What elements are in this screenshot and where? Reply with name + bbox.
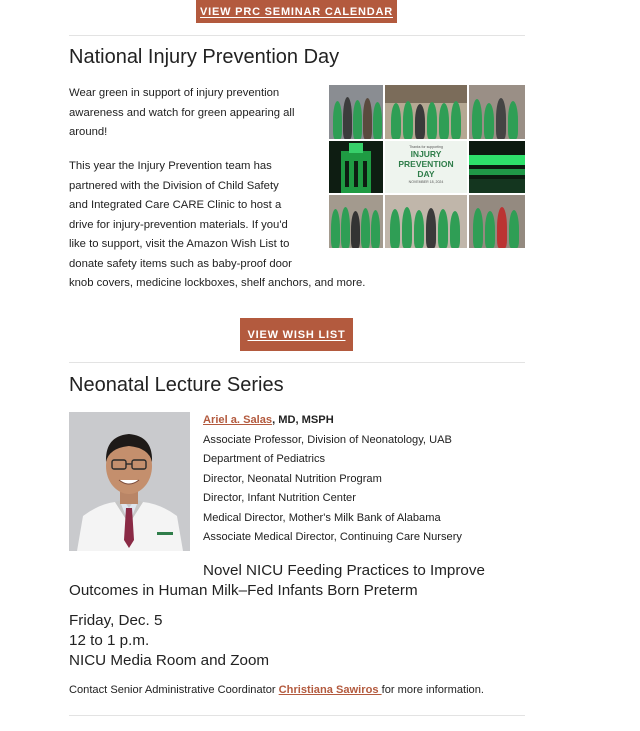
speaker-name-link[interactable]: Ariel a. Salas <box>203 414 273 426</box>
injury-day-heading: National Injury Prevention Day <box>69 46 340 68</box>
injury-day-body <box>69 157 365 294</box>
divider <box>69 362 525 363</box>
text-line: like to support, visit the Amazon Wish List to <box>69 238 290 250</box>
text-line: donate safety items such as baby-proof door <box>69 257 292 270</box>
speaker-credentials: , MD, MSPH <box>272 414 334 426</box>
talk-title <box>69 561 525 601</box>
event-time: 12 to 1 p.m. <box>69 632 150 649</box>
bio-line: Director, Infant Nutrition Center <box>203 492 356 504</box>
injury-day-photo-collage <box>329 85 525 248</box>
talk-title-line: Outcomes in Human Milk–Fed Infants Born Preterm <box>69 582 418 599</box>
text-line: Wear green in support of injury prevention <box>69 87 280 99</box>
speaker-name-line <box>203 411 462 431</box>
green-lit-hallway-photo <box>469 141 525 193</box>
sign-top-text: Thanks for supporting <box>409 145 443 149</box>
injury-prevention-day-sign <box>385 141 467 193</box>
group-photo <box>329 85 383 139</box>
speaker-headshot-illustration <box>69 412 190 551</box>
sign-main-text: DAY <box>417 169 435 179</box>
speaker-headshot <box>69 412 190 551</box>
event-details <box>69 611 269 671</box>
text-line: drive for injury-prevention materials. If you'd <box>69 218 288 231</box>
text-line: This year the Injury Prevention team has <box>69 160 272 172</box>
group-photo <box>469 85 525 139</box>
neonatal-heading: Neonatal Lecture Series <box>69 374 284 396</box>
group-photo <box>469 195 525 248</box>
text-line: awareness and watch for green appearing all <box>69 106 295 119</box>
text-line: partnered with the Division of Child Safety <box>69 179 279 192</box>
event-location: NICU Media Room and Zoom <box>69 652 270 669</box>
bio-line: Associate Medical Director, Continuing Care Nursery <box>203 531 462 543</box>
contact-info <box>69 684 484 696</box>
event-date: Friday, Dec. 5 <box>69 612 163 629</box>
view-prc-seminar-calendar-button[interactable]: VIEW PRC SEMINAR CALENDAR <box>196 0 397 23</box>
view-wish-list-button[interactable]: VIEW WISH LIST <box>240 318 353 351</box>
bio-line: Medical Director, Mother's Milk Bank of Alabama <box>203 511 441 524</box>
green-lit-building-photo <box>329 141 383 193</box>
contact-name-link[interactable]: Christiana Sawiros <box>278 684 382 696</box>
bio-line: Associate Professor, Division of Neonatology, UAB <box>203 433 452 446</box>
talk-title-line: Novel NICU Feeding Practices to Improve <box>203 562 485 579</box>
bio-line: Department of Pediatrics <box>203 453 326 465</box>
contact-prefix: Contact Senior Administrative Coordinator <box>69 684 279 696</box>
sign-date-text: NOVEMBER 18, 2024 <box>408 180 444 184</box>
text-line: knob covers, medicine lockboxes, shelf anchors, and more. <box>69 277 366 289</box>
sign-main-text: PREVENTION <box>398 159 454 169</box>
bio-line: Director, Neonatal Nutrition Program <box>203 472 382 485</box>
divider <box>69 35 525 36</box>
speaker-bio <box>203 411 462 548</box>
contact-suffix: for more information. <box>381 684 484 696</box>
group-photo <box>385 195 467 248</box>
text-line: around! <box>69 126 108 138</box>
divider <box>69 715 525 716</box>
injury-day-intro <box>69 84 294 143</box>
text-line: and Integrated Care CARE Clinic to host a <box>69 199 282 211</box>
group-photo <box>329 195 383 248</box>
sign-main-text: INJURY <box>410 149 442 159</box>
group-photo <box>385 85 467 139</box>
